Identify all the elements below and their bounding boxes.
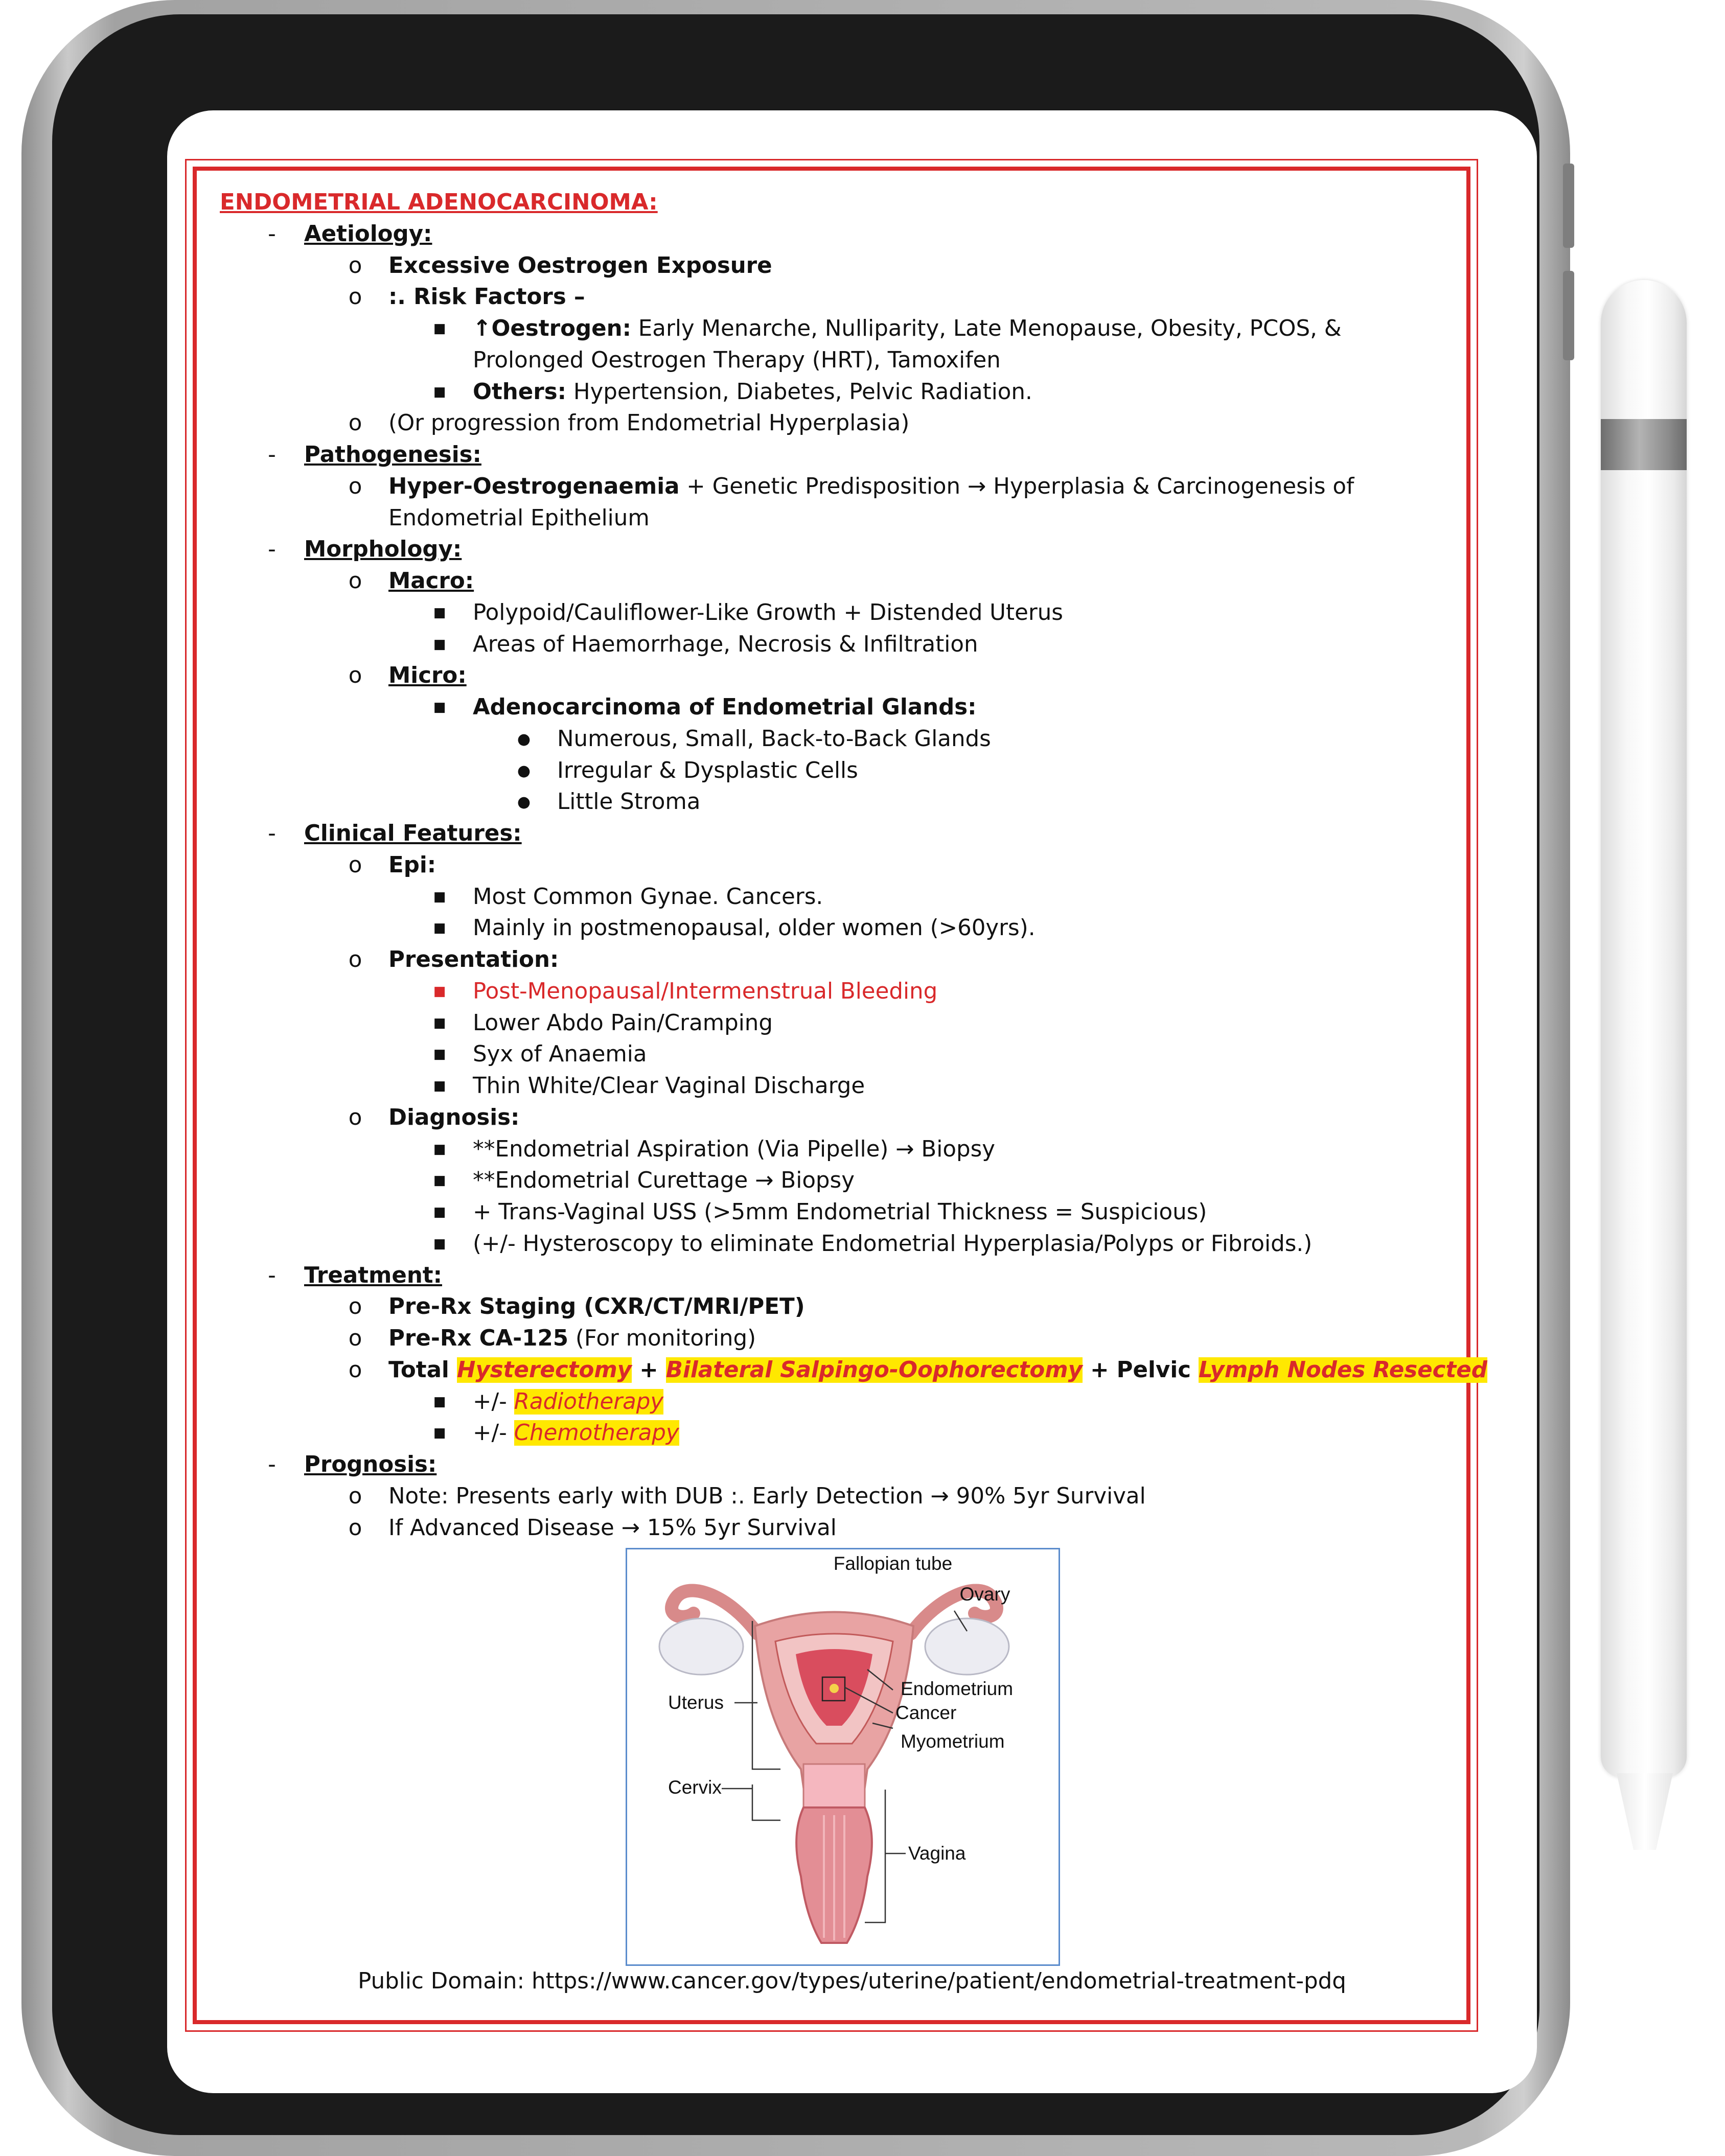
list-item: Thin White/Clear Vaginal Discharge <box>473 1073 865 1099</box>
list-item: Numerous, Small, Back-to-Back Glands <box>557 726 991 752</box>
cancer-spot <box>830 1684 839 1693</box>
label-fallopian-tube: Fallopian tube <box>833 1553 953 1574</box>
subheading-macro: Macro: <box>388 568 474 594</box>
label-endometrium: Endometrium <box>901 1678 1014 1699</box>
list-item: ↑Oestrogen: Early Menarche, Nulliparity, Late Menopause, Obesity, PCOS, & Prolonged Oestrogen Therapy (HRT), Tamoxifen <box>473 316 1342 373</box>
highlight-lymph-nodes: Lymph Nodes Resected <box>1199 1357 1487 1383</box>
list-item: Areas of Haemorrhage, Necrosis & Infiltration <box>473 631 978 657</box>
list-item: Most Common Gynae. Cancers. <box>473 884 823 910</box>
pencil-band <box>1601 419 1687 470</box>
label-cancer: Cancer <box>895 1702 957 1723</box>
section-heading-clinical-features: Clinical Features: <box>304 821 522 846</box>
list-item: Excessive Oestrogen Exposure <box>388 252 772 279</box>
uterus-diagram <box>626 1548 1060 1966</box>
list-item: (Or progression from Endometrial Hyperplasia) <box>388 410 910 436</box>
list-item: :. Risk Factors – <box>388 284 585 310</box>
subheading-epi: Epi: <box>388 852 436 878</box>
list-item: Syx of Anaemia <box>473 1041 647 1068</box>
cervix-bracket <box>752 1784 780 1820</box>
list-item: Adenocarcinoma of Endometrial Glands: <box>473 694 977 720</box>
highlight-bso: Bilateral Salpingo-Oophorectomy <box>665 1357 1083 1383</box>
label-ovary: Ovary <box>959 1584 1010 1605</box>
list-item: Pre-Rx CA-125 (For monitoring) <box>388 1326 756 1351</box>
list-item: Note: Presents early with DUB :. Early Detection → 90% 5yr Survival <box>388 1483 1146 1509</box>
section-heading-prognosis: Prognosis: <box>304 1452 437 1477</box>
section-heading-aetiology: Aetiology: <box>304 221 432 247</box>
list-item: Mainly in postmenopausal, older women (>60yrs). <box>473 915 1036 941</box>
list-item: +/- Chemotherapy <box>473 1420 679 1446</box>
cervix-shape <box>803 1764 865 1807</box>
list-item: Others: Hypertension, Diabetes, Pelvic Radiation. <box>473 379 1032 405</box>
ovary-left <box>659 1618 743 1675</box>
tablet-body <box>21 0 1570 2156</box>
list-item: Pre-Rx Staging (CXR/CT/MRI/PET) <box>388 1294 805 1320</box>
list-item: Polypoid/Cauliflower-Like Growth + Distended Uterus <box>473 599 1063 625</box>
stylus-pencil <box>1601 280 1687 1777</box>
list-item: Little Stroma <box>557 789 701 815</box>
figure-caption: Public Domain: https://www.cancer.gov/types/uterine/patient/endometrial-treatment-pdq <box>358 1968 1346 1994</box>
tablet-screen <box>167 110 1537 2093</box>
list-item: + Trans-Vaginal USS (>5mm Endometrial Thickness = Suspicious) <box>473 1199 1207 1225</box>
label-vagina: Vagina <box>908 1843 966 1864</box>
label-cervix: Cervix <box>668 1777 722 1798</box>
list-item: Total Hysterectomy + Bilateral Salpingo-Oophorectomy + Pelvic Lymph Nodes Resected <box>388 1357 1487 1383</box>
list-item: If Advanced Disease → 15% 5yr Survival <box>388 1515 837 1541</box>
subheading-diagnosis: Diagnosis: <box>388 1104 520 1130</box>
label-myometrium: Myometrium <box>901 1731 1005 1752</box>
list-item: Lower Abdo Pain/Cramping <box>473 1010 773 1036</box>
section-heading-pathogenesis: Pathogenesis: <box>304 442 481 468</box>
uterus-diagram-svg <box>627 1549 1059 1964</box>
list-item: Irregular & Dysplastic Cells <box>557 757 858 783</box>
section-heading-morphology: Morphology: <box>304 537 462 563</box>
pencil-tip <box>1617 1773 1673 1850</box>
list-item: **Endometrial Curettage → Biopsy <box>473 1168 855 1194</box>
list-item: Post-Menopausal/Intermenstrual Bleeding <box>473 978 938 1004</box>
highlight-chemotherapy: Chemotherapy <box>514 1420 679 1446</box>
list-item: +/- Radiotherapy <box>473 1388 664 1415</box>
subheading-micro: Micro: <box>388 663 467 689</box>
subheading-presentation: Presentation: <box>388 947 559 972</box>
highlight-hysterectomy: Hysterectomy <box>456 1357 632 1383</box>
list-item: (+/- Hysteroscopy to eliminate Endometrial Hyperplasia/Polyps or Fibroids.) <box>473 1231 1313 1257</box>
label-uterus: Uterus <box>668 1692 724 1713</box>
document-notes: ENDOMETRIAL ADENOCARCINOMA: - Aetiology: o Excessive Oestrogen Exposure o :. Risk Factors – ■ ↑Oestrogen: Early Menarche, Nulliparity, Late Menopause, Obesity, PCOS, & Prolonged Oestrogen Therapy (HRT), Tamoxifen ■ Others: Hypertension, Diabetes, Pelvic Radiation. o (Or progression from Endometrial Hyperplasia) - Pathogenesis: o Hyper-Oestrogenaemia + Genetic Predisposition → Hyperplasia & Carcinogenesis of Endometrial Epithelium - Morphology: o Macro: ■ Polypoid/Cauliflower-Like Growth + Distended Uterus ■ Areas of Haemorrhage, Necrosis & Infiltration o Micro: ■ Adenocarcinoma of Endometrial Glands: ● Numerous, Small, Back-to-Back Glands ● Irregular & Dysplastic Cells ● Little Stroma - Clinical Features: o Epi: ■ Most Common Gynae. Cancers. ■ Mainly in postmenopausal, older women (>60yrs). o Presentation: ■ Post-Menopausal/Intermenstrual Bleeding ■ Lower Abdo Pain/Cramping ■ Syx of Anaemia ■ Thin White/Clear Vaginal Discharge o Diagnosis: ■ **Endometrial Aspiration (Via Pipelle) → Biopsy ■ **Endometrial Curettage → Biopsy ■ + Trans-Vaginal USS (>5mm Endometrial Thickness = Suspicious) ■ (+/- Hysteroscopy to eliminate Endometrial Hyperplasia/Polyps or Fibroids.) - Treatment: o Pre-Rx Staging (CXR/CT/MRI/PET) o Pre-Rx CA-125 (For monitoring) o Total Hysterectomy + Bilateral Salpingo-Oophorectomy + Pelvic Lymph Nodes Resected ■ +/- Radiotherapy ■ +/- Chemotherapy - Prognosis: o Note: Presents early with DUB :. Early Detection → 90% 5yr Survival o If Advanced Disease → 15% 5yr Survival <box>220 187 1457 1544</box>
list-item: Hyper-Oestrogenaemia + Genetic Predisposition → Hyperplasia & Carcinogenesis of Endometrial Epithelium <box>388 473 1354 531</box>
highlight-radiotherapy: Radiotherapy <box>514 1388 664 1415</box>
list-item: **Endometrial Aspiration (Via Pipelle) → Biopsy <box>473 1136 995 1162</box>
ovary-right <box>925 1618 1009 1675</box>
tablet-bezel <box>52 14 1539 2135</box>
section-heading-treatment: Treatment: <box>304 1262 442 1288</box>
document-title: ENDOMETRIAL ADENOCARCINOMA: <box>220 190 658 215</box>
